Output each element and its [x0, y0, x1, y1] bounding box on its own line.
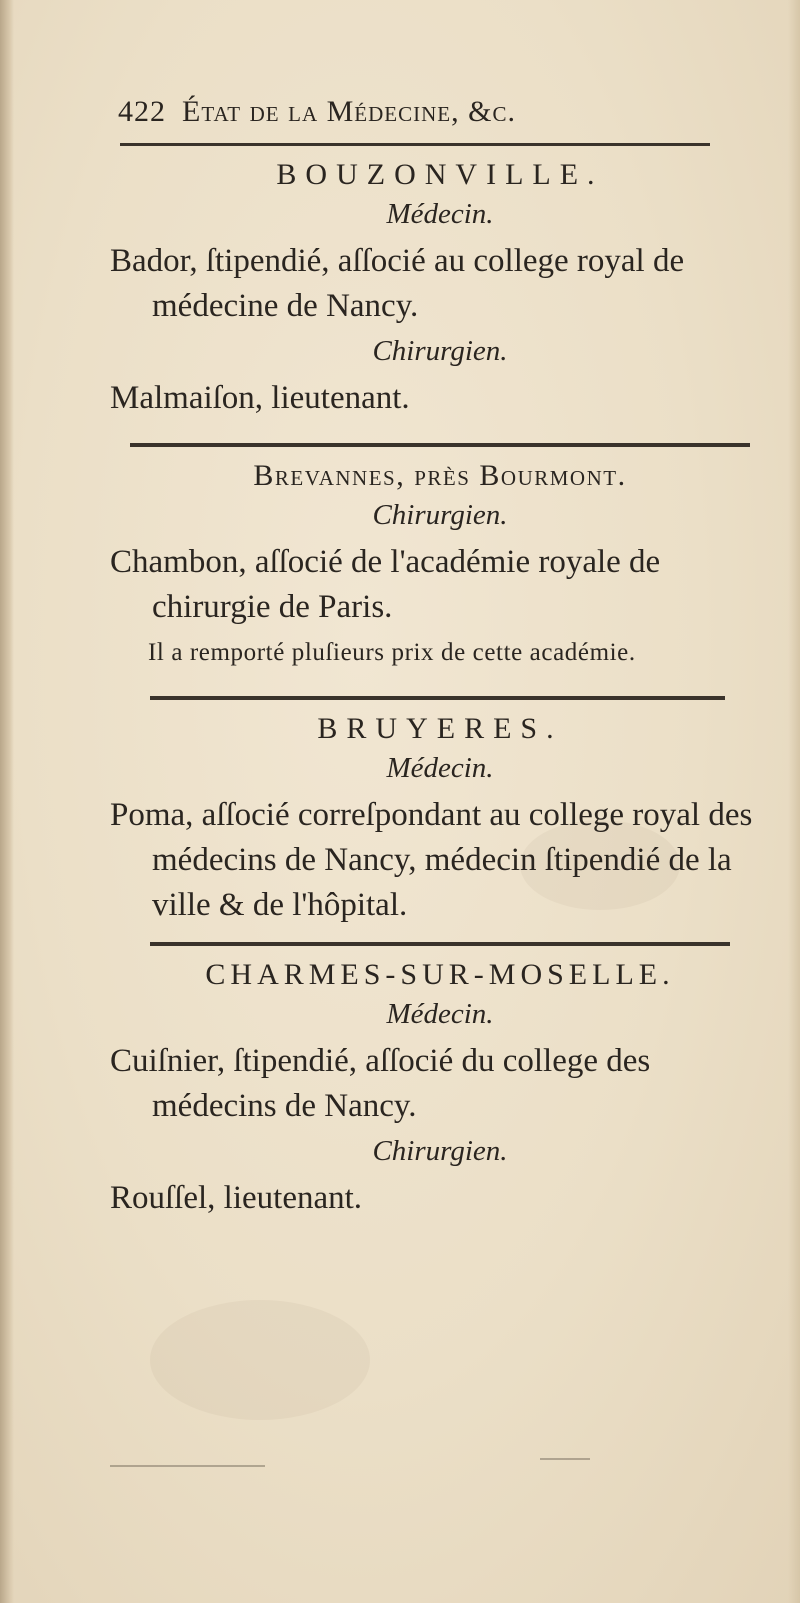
role-heading: Chirurgien. — [372, 335, 508, 367]
running-header — [118, 95, 770, 129]
header-rule — [120, 143, 710, 146]
role-heading: Chirurgien. — [372, 499, 508, 531]
ink-smudge — [540, 1458, 590, 1460]
running-title: État de la Médecine, &c. — [182, 95, 516, 128]
paper-stain — [150, 1300, 370, 1420]
entry: Malmaiſon, lieutenant. — [110, 380, 410, 416]
town-heading: CHARMES-SUR-MOSELLE. — [205, 958, 675, 991]
page-edge — [788, 0, 800, 1603]
note: Il a remporté pluſieurs prix de cette académie. — [148, 639, 636, 666]
section-rule — [150, 942, 730, 946]
entry: Poma, aſſocié correſpondant au college royal des médecins de Nancy, médecin ſtipendié de la ville & de l'hôpital. — [110, 797, 753, 923]
role-heading: Médecin. — [386, 998, 494, 1030]
page-text — [110, 95, 770, 1225]
ink-smudge — [110, 1465, 265, 1467]
page-number: 422 — [118, 95, 166, 128]
role-heading: Médecin. — [386, 198, 494, 230]
page-gutter — [0, 0, 14, 1603]
entry: Cuiſnier, ſtipendié, aſſocié du college des médecins de Nancy. — [110, 1043, 651, 1124]
section-rule — [130, 443, 750, 447]
section-rule — [150, 696, 725, 700]
role-heading: Médecin. — [386, 752, 494, 784]
entry: Rouſſel, lieutenant. — [110, 1180, 363, 1216]
town-heading: BOUZONVILLE. — [276, 158, 604, 191]
town-heading: Brevannes, près Bourmont. — [253, 459, 627, 492]
role-heading: Chirurgien. — [372, 1135, 508, 1167]
entry: Bador, ſtipendié, aſſocié au college royal de médecine de Nancy. — [110, 243, 685, 324]
town-heading: BRUYERES. — [317, 712, 563, 745]
entry: Chambon, aſſocié de l'académie royale de chirurgie de Paris. — [110, 544, 661, 625]
